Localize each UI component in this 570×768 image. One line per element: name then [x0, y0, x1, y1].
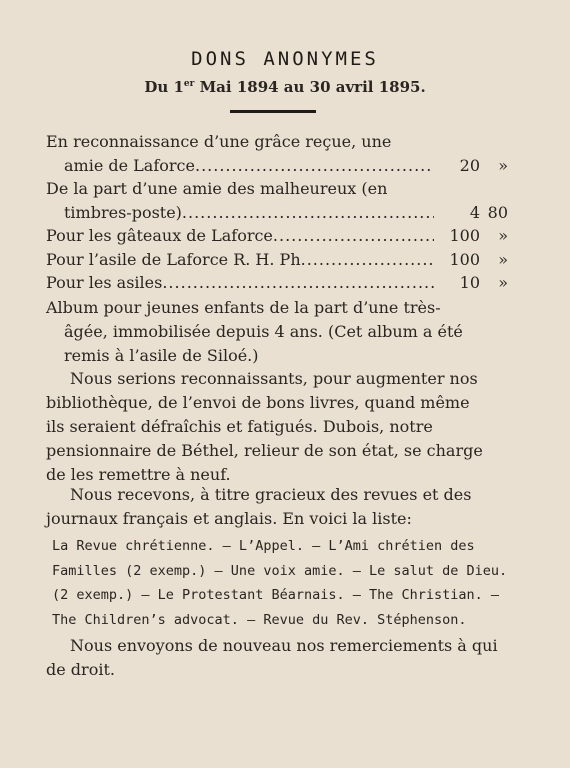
donation-entry-line — [46, 177, 508, 201]
donation-entry-line — [46, 248, 508, 272]
entry-cents: » — [498, 273, 508, 292]
album-note — [46, 296, 508, 368]
periodicals-list — [52, 534, 512, 632]
album-line: Album pour jeunes enfants de la part d’une très- — [46, 298, 441, 317]
paragraph-line: Nous recevons, à titre gracieux des revues et des — [70, 485, 472, 504]
entry-amount: 10 — [459, 273, 480, 292]
paragraph-line: bibliothèque, de l’envoi de bons livres, quand même — [46, 393, 470, 412]
subtitle-rest: Mai 1894 au 30 avril 1895. — [194, 78, 426, 96]
leader-dots — [182, 201, 434, 225]
entry-text: En reconnaissance d’une grâce reçue, une — [46, 132, 392, 151]
paragraph-line: de droit. — [46, 660, 115, 679]
leader-dots — [162, 271, 434, 295]
paragraph-line: de les remettre à neuf. — [46, 465, 231, 484]
periodicals-paragraph — [46, 483, 508, 531]
entry-amount: 4 — [469, 202, 480, 222]
books-request-paragraph — [46, 367, 508, 487]
page-title: DONS ANONYMES — [191, 48, 379, 70]
entry-cents: 80 — [487, 202, 508, 222]
donation-entry-line — [46, 130, 508, 154]
entry-text: Pour les asiles — [46, 273, 163, 292]
entry-text: amie de Laforce — [64, 155, 195, 175]
paragraph-line: pensionnaire de Béthel, relieur de son état, se charge — [46, 441, 483, 460]
paragraph-line: Nous serions reconnaissants, pour augmenter nos — [70, 369, 478, 388]
periodicals-line: Familles (2 exemp.) — Une voix amie. — Le salut de Dieu. — [52, 562, 508, 579]
album-line: âgée, immobilisée depuis 4 ans. (Cet album a été — [64, 322, 463, 341]
entry-cents: » — [498, 226, 508, 245]
entry-text: Pour les gâteaux de Laforce — [46, 226, 273, 245]
date-range-subtitle — [0, 78, 570, 96]
paragraph-line: journaux français et anglais. En voici la liste: — [46, 509, 412, 528]
leader-dots — [195, 154, 434, 178]
entry-amount: 100 — [449, 226, 480, 245]
paragraph-line: Nous envoyons de nouveau nos remerciements à qui — [70, 636, 498, 655]
subtitle-superscript: er — [183, 79, 195, 89]
paragraph-line: ils seraient défraîchis et fatigués. Dubois, notre — [46, 417, 433, 436]
subtitle-prefix: Du 1 — [144, 78, 184, 96]
leader-dots — [301, 248, 434, 272]
entry-text: timbres-poste) — [64, 202, 182, 222]
donation-entry-line — [46, 154, 508, 178]
leader-dots — [273, 224, 434, 248]
entry-cents: » — [498, 155, 508, 175]
donation-entry-line — [46, 201, 508, 225]
periodicals-line: La Revue chrétienne. — L’Appel. — L’Ami chrétien des — [52, 538, 475, 554]
album-line: remis à l’asile de Siloé.) — [64, 346, 259, 365]
periodicals-line: The Children’s advocat. — Revue du Rev. Stéphenson. — [52, 611, 467, 628]
entry-text: De la part d’une amie des malheureux (en — [46, 179, 388, 198]
entry-text: Pour l’asile de Laforce R. H. Ph — [46, 249, 301, 269]
entry-amount: 20 — [459, 155, 480, 175]
periodicals-line: (2 exemp.) — Le Protestant Béarnais. — The Christian. — — [52, 587, 500, 603]
donation-entry-line — [46, 271, 508, 295]
entry-cents: » — [498, 249, 508, 269]
entry-amount: 100 — [449, 249, 480, 269]
donation-entry-line — [46, 224, 508, 248]
title-divider — [230, 110, 316, 113]
donation-list — [46, 130, 508, 295]
thanks-paragraph — [46, 634, 508, 682]
